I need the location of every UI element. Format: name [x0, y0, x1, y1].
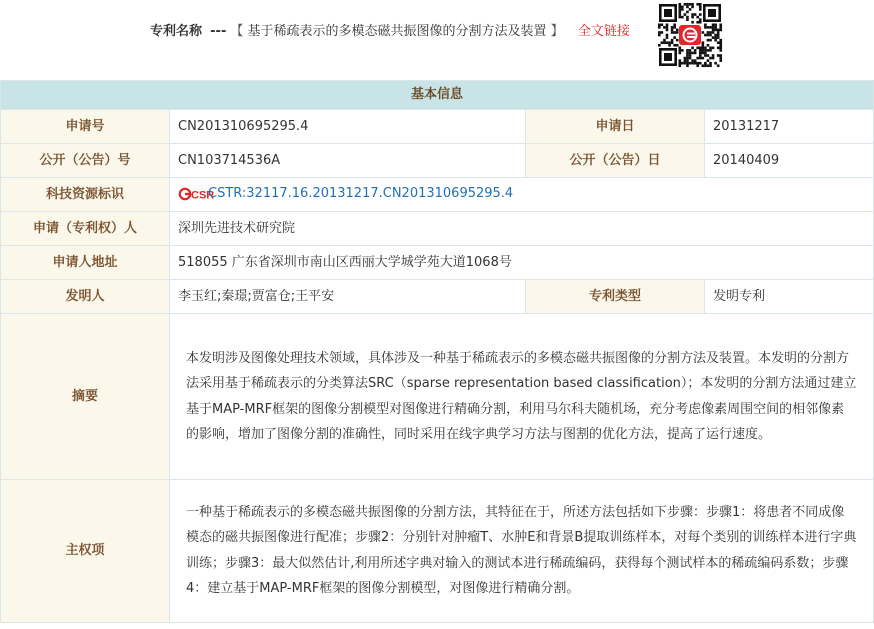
qr-module: [658, 34, 661, 37]
qr-module: [699, 6, 702, 9]
qr-module: [709, 49, 712, 52]
qr-module: [702, 52, 705, 55]
qr-module: [709, 57, 712, 60]
qr-module: [686, 52, 689, 55]
qr-module: [663, 39, 666, 42]
qr-module: [714, 23, 717, 26]
qr-module: [704, 23, 707, 26]
qr-module: [699, 49, 702, 52]
qr-module: [702, 57, 705, 60]
qr-module: [719, 47, 722, 50]
qr-module: [663, 41, 666, 44]
qr-module: [666, 34, 669, 37]
address-value: 518055 广东省深圳市南山区西丽大学城学苑大道1068号: [170, 246, 874, 280]
qr-module: [671, 41, 674, 44]
qr-module: [699, 8, 702, 11]
title-separator: ---: [210, 24, 227, 39]
qr-module: [719, 59, 722, 62]
qr-module: [686, 18, 689, 21]
qr-module: [681, 8, 684, 11]
qr-module: [702, 64, 705, 67]
patent-title-line: [150, 23, 630, 41]
qr-module: [681, 49, 684, 52]
qr-module: [678, 6, 681, 9]
qr-module: [691, 21, 694, 24]
application-no-label: 申请号: [1, 110, 170, 144]
qr-module: [717, 36, 720, 39]
bracket-open: 【: [230, 24, 244, 39]
qr-module: [704, 47, 707, 50]
main-claim-value: 一种基于稀疏表示的多模态磁共振图像的分割方法，其特征在于，所述方法包括如下步骤：步骤1：将患者不同成像模态的磁共振图像进行配准；步骤2：分别针对肿瘤T、水肿E和背景B提取训练样本，对每个类别的训练样本进行字典训练；步骤3：最大似然估计,利用所述字典对输入的测试本进行稀疏编码，获得每个测试样本的稀疏编码系数；步骤4：建立基于MAP-MRF框架的图像分割模型，对图像进行精确分割。: [170, 480, 874, 623]
qr-module: [717, 29, 720, 32]
qr-module: [681, 6, 684, 9]
qr-code-icon[interactable]: [658, 3, 722, 67]
qr-module: [689, 62, 692, 65]
fulltext-link[interactable]: 全文链接: [577, 24, 630, 39]
qr-module: [678, 62, 681, 65]
qr-module: [689, 8, 692, 11]
qr-module: [678, 11, 681, 14]
qr-module: [678, 64, 681, 67]
qr-module: [686, 57, 689, 60]
publication-date-label: 公开（公告）日: [526, 144, 705, 178]
qr-module: [678, 52, 681, 55]
qr-module: [709, 26, 712, 29]
qr-module: [666, 23, 669, 26]
qr-module: [707, 54, 710, 57]
bracket-close: 】: [550, 24, 564, 39]
qr-module: [694, 52, 697, 55]
qr-module: [678, 16, 681, 19]
qr-module: [707, 64, 710, 67]
qr-module: [689, 54, 692, 57]
tech-id-cell: [170, 178, 874, 212]
qr-module: [694, 59, 697, 62]
qr-module: [686, 16, 689, 19]
qr-module: [707, 59, 710, 62]
qr-module: [699, 52, 702, 55]
qr-module: [717, 41, 720, 44]
qr-module: [717, 54, 720, 57]
qr-module: [712, 26, 715, 29]
qr-module: [671, 29, 674, 32]
qr-module: [684, 13, 687, 16]
qr-module: [686, 49, 689, 52]
qr-module: [661, 23, 664, 26]
qr-module: [678, 3, 681, 6]
qr-module: [712, 29, 715, 32]
qr-module: [714, 34, 717, 37]
qr-module: [707, 34, 710, 37]
qr-module: [717, 47, 720, 50]
qr-module: [704, 62, 707, 65]
qr-module: [712, 23, 715, 26]
qr-module: [702, 44, 705, 47]
qr-module: [709, 47, 712, 50]
qr-module: [686, 11, 689, 14]
qr-module: [673, 26, 676, 29]
qr-module: [671, 26, 674, 29]
publication-no-value: CN103714536A: [170, 144, 526, 178]
qr-module: [704, 26, 707, 29]
qr-module: [696, 21, 699, 24]
qr-module: [714, 29, 717, 32]
qr-module: [704, 34, 707, 37]
qr-module: [704, 49, 707, 52]
patent-header: [0, 0, 873, 80]
qr-module: [704, 64, 707, 67]
qr-module: [676, 44, 679, 47]
patent-name: 基于稀疏表示的多模态磁共振图像的分割方法及装置: [247, 24, 547, 39]
qr-module: [714, 26, 717, 29]
qr-module: [673, 31, 676, 34]
qr-module: [673, 44, 676, 47]
qr-module: [666, 36, 669, 39]
qr-module: [707, 39, 710, 42]
qr-module: [689, 52, 692, 55]
qr-module: [691, 3, 694, 6]
qr-module: [658, 26, 661, 29]
qr-module: [709, 31, 712, 34]
qr-module: [678, 8, 681, 11]
qr-module: [681, 16, 684, 19]
basic-info-table: [0, 80, 874, 623]
qr-module: [717, 34, 720, 37]
qr-module: [676, 29, 679, 32]
qr-module: [699, 21, 702, 24]
qr-module: [676, 31, 679, 34]
qr-module: [696, 16, 699, 19]
qr-module: [704, 54, 707, 57]
qr-module: [686, 64, 689, 67]
qr-module: [719, 23, 722, 26]
qr-module: [691, 59, 694, 62]
inventor-label: 发明人: [1, 280, 170, 314]
qr-module: [699, 13, 702, 16]
main-claim-label: 主权项: [1, 480, 170, 623]
applicant-value: 深圳先进技术研究院: [170, 212, 874, 246]
qr-module: [699, 3, 702, 6]
qr-module: [691, 6, 694, 9]
qr-module: [684, 62, 687, 65]
qr-module: [702, 41, 705, 44]
qr-module: [678, 59, 681, 62]
qr-module: [691, 47, 694, 50]
tech-id-link[interactable]: CSTR:32117.16.20131217.CN201310695295.4: [208, 186, 514, 202]
qr-module: [712, 36, 715, 39]
qr-module: [668, 44, 671, 47]
qr-module: [689, 57, 692, 60]
qr-module: [663, 26, 666, 29]
qr-module: [671, 39, 674, 42]
patent-name-label: 专利名称: [150, 24, 203, 39]
publication-no-label: 公开（公告）号: [1, 144, 170, 178]
qr-module: [719, 49, 722, 52]
qr-module: [699, 18, 702, 21]
qr-module: [666, 29, 669, 32]
qr-module: [676, 39, 679, 42]
qr-module: [678, 13, 681, 16]
qr-module: [673, 23, 676, 26]
qr-module: [719, 41, 722, 44]
qr-module: [666, 26, 669, 29]
qr-module: [694, 62, 697, 65]
qr-module: [686, 54, 689, 57]
qr-module: [684, 57, 687, 60]
cstr-logo-text: CSR: [191, 189, 215, 202]
cstr-logo-icon: [178, 187, 215, 202]
qr-module: [717, 31, 720, 34]
qr-module: [678, 49, 681, 52]
qr-module: [709, 34, 712, 37]
qr-module: [699, 54, 702, 57]
tech-id-label: 科技资源标识: [1, 178, 170, 212]
qr-module: [702, 49, 705, 52]
qr-module: [712, 57, 715, 60]
qr-module: [694, 49, 697, 52]
qr-module: [658, 23, 661, 26]
qr-module: [686, 6, 689, 9]
qr-module: [671, 31, 674, 34]
qr-module: [712, 47, 715, 50]
application-date-value: 20131217: [705, 110, 874, 144]
qr-module: [712, 54, 715, 57]
qr-module: [707, 44, 710, 47]
qr-module: [689, 3, 692, 6]
qr-module: [702, 31, 705, 34]
qr-module: [686, 59, 689, 62]
qr-module: [694, 13, 697, 16]
qr-module: [709, 62, 712, 65]
qr-module: [691, 13, 694, 16]
patent-type-label: 专利类型: [526, 280, 705, 314]
qr-module: [702, 47, 705, 50]
qr-module: [699, 62, 702, 65]
section-title-basic-info: 基本信息: [1, 81, 874, 110]
applicant-label: 申请（专利权）人: [1, 212, 170, 246]
qr-module: [658, 31, 661, 34]
qr-module: [658, 44, 661, 47]
qr-module: [717, 64, 720, 67]
qr-module: [696, 47, 699, 50]
qr-module: [673, 36, 676, 39]
qr-module: [707, 49, 710, 52]
qr-module: [712, 31, 715, 34]
qr-module: [696, 64, 699, 67]
qr-module: [684, 3, 687, 6]
inventor-value: 李玉红;秦璟;贾富仓;王平安: [170, 280, 526, 314]
qr-module: [684, 59, 687, 62]
qr-module: [719, 44, 722, 47]
publication-date-value: 20140409: [705, 144, 874, 178]
qr-module: [666, 41, 669, 44]
qr-module: [686, 3, 689, 6]
qr-module: [691, 16, 694, 19]
qr-module: [707, 26, 710, 29]
qr-module: [709, 64, 712, 67]
qr-module: [714, 62, 717, 65]
qr-module: [699, 57, 702, 60]
qr-module: [699, 47, 702, 50]
qr-module: [678, 47, 681, 50]
qr-module: [714, 39, 717, 42]
application-date-label: 申请日: [526, 110, 705, 144]
qr-module: [719, 29, 722, 32]
address-label: 申请人地址: [1, 246, 170, 280]
qr-module: [719, 54, 722, 57]
qr-module: [661, 31, 664, 34]
qr-module: [661, 41, 664, 44]
abstract-label: 摘要: [1, 314, 170, 480]
patent-type-value: 发明专利: [705, 280, 874, 314]
qr-module: [686, 62, 689, 65]
qr-module: [709, 39, 712, 42]
qr-module: [696, 3, 699, 6]
qr-module: [681, 62, 684, 65]
application-no-value: CN201310695295.4: [170, 110, 526, 144]
qr-module: [719, 26, 722, 29]
qr-module: [707, 31, 710, 34]
qr-module: [668, 41, 671, 44]
qr-module: [691, 52, 694, 55]
qr-module: [719, 39, 722, 42]
qr-module: [719, 57, 722, 60]
qr-module: [696, 57, 699, 60]
qr-module: [689, 49, 692, 52]
abstract-value: 本发明涉及图像处理技术领域，具体涉及一种基于稀疏表示的多模态磁共振图像的分割方法及装置。本发明的分割方法采用基于稀疏表示的分类算法SRC（sparse representation based classification）；本发明的分割方法通过建立基于MAP-MRF框架的图像分割模型对图像进行精确分割，利用马尔科夫随机场，充分考虑像素周围空间的相邻像素的影响，增加了图像分割的准确性，同时采用在线字典学习方法与图割的优化方法，提高了运行速度。: [170, 314, 874, 480]
qr-module: [704, 52, 707, 55]
qr-module: [714, 36, 717, 39]
qr-module: [696, 62, 699, 65]
qr-module: [691, 62, 694, 65]
